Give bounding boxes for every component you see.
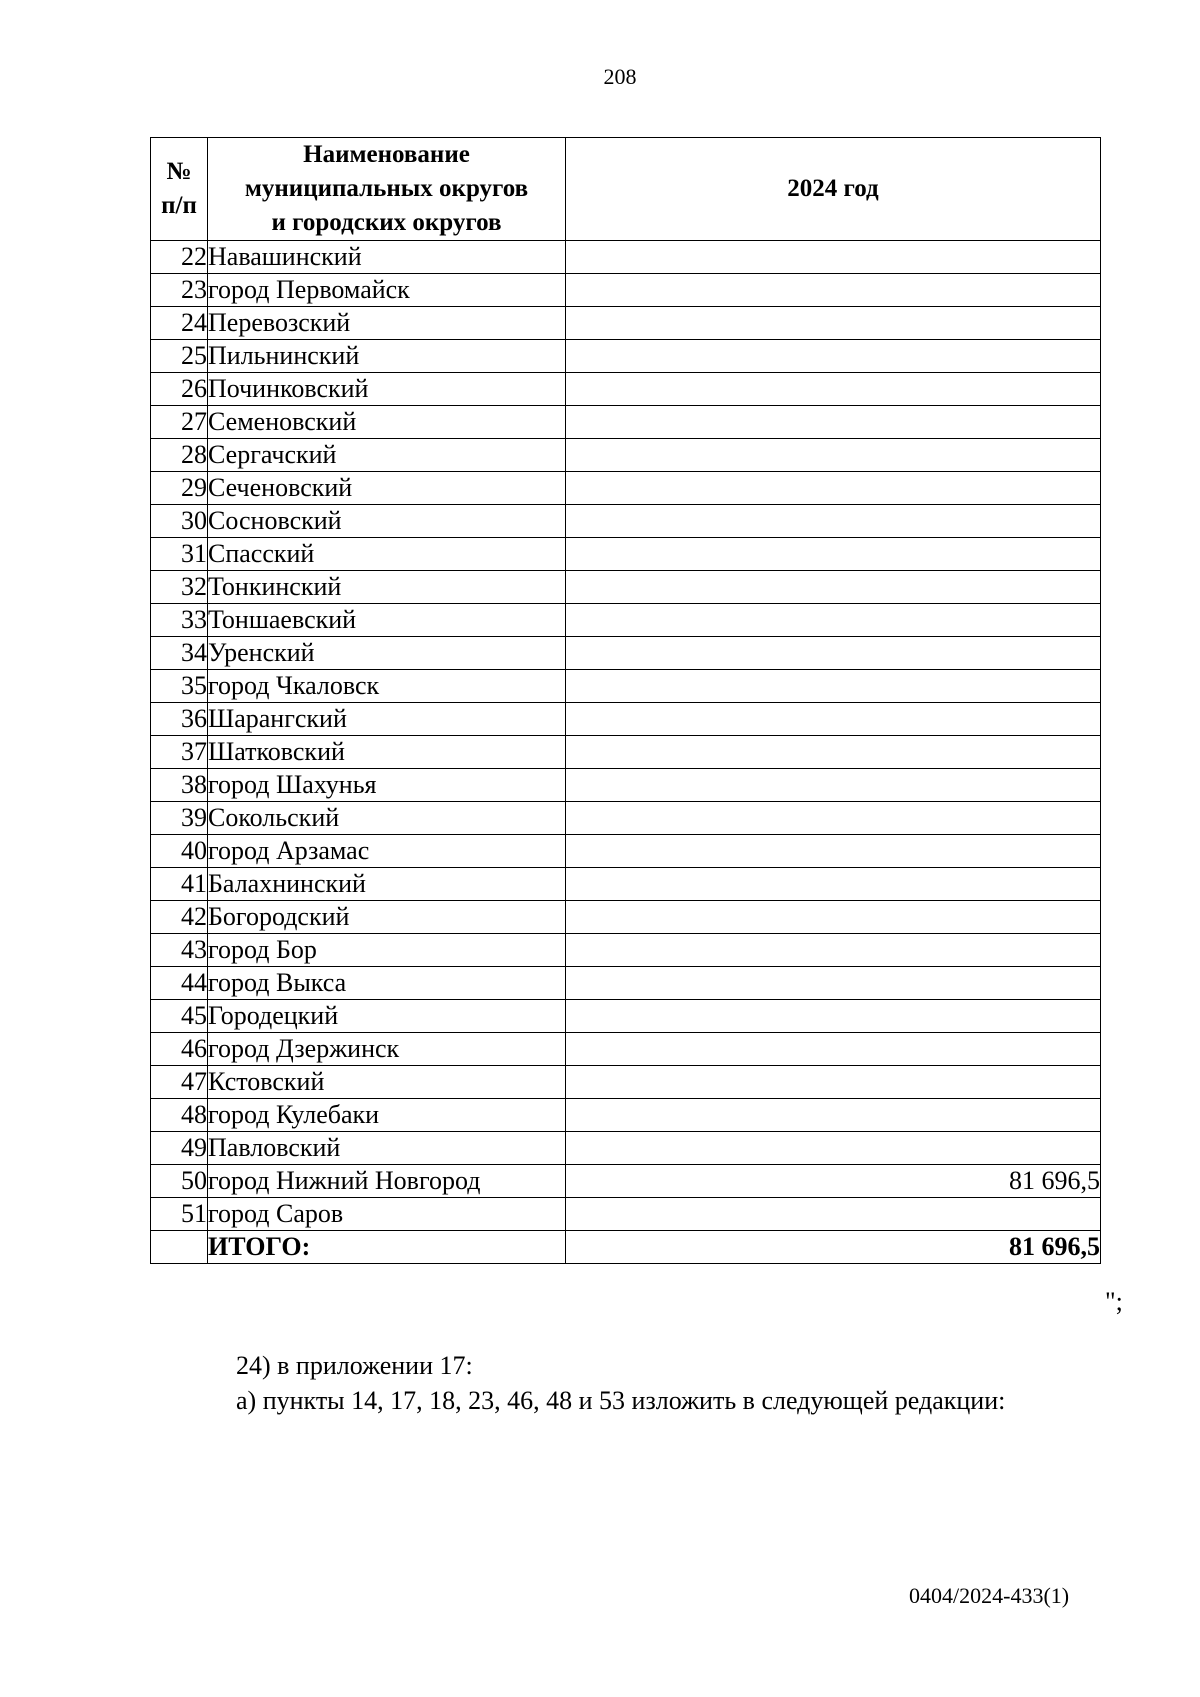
row-district-name: город Саров	[208, 1198, 566, 1231]
row-value: 81 696,5	[566, 1165, 1101, 1198]
row-number: 50	[151, 1165, 208, 1198]
header-number	[151, 138, 208, 241]
row-value	[566, 1000, 1101, 1033]
row-value	[566, 868, 1101, 901]
row-value	[566, 571, 1101, 604]
row-number: 23	[151, 274, 208, 307]
row-value	[566, 274, 1101, 307]
row-district-name: Балахнинский	[208, 868, 566, 901]
row-value	[566, 967, 1101, 1000]
row-district-name: Тонкинский	[208, 571, 566, 604]
table-row	[151, 1198, 1101, 1231]
row-value	[566, 1132, 1101, 1165]
row-district-name: Починковский	[208, 373, 566, 406]
row-value	[566, 373, 1101, 406]
row-value	[566, 340, 1101, 373]
row-value	[566, 1198, 1101, 1231]
row-value	[566, 769, 1101, 802]
row-district-name: город Бор	[208, 934, 566, 967]
distribution-table	[150, 137, 1101, 1264]
row-value	[566, 835, 1101, 868]
table-row	[151, 373, 1101, 406]
table-row	[151, 604, 1101, 637]
header-number-line-1: №	[166, 158, 192, 185]
header-name-line-1: Наименование	[303, 141, 470, 168]
header-name-line-2: муниципальных округов	[244, 175, 529, 202]
table-row	[151, 1000, 1101, 1033]
row-value	[566, 241, 1101, 274]
closing-quote-mark: ";	[1105, 1287, 1123, 1316]
row-number: 30	[151, 505, 208, 538]
row-value	[566, 472, 1101, 505]
page-number: 208	[603, 64, 637, 89]
row-number: 47	[151, 1066, 208, 1099]
row-value	[566, 538, 1101, 571]
row-value	[566, 439, 1101, 472]
row-number: 28	[151, 439, 208, 472]
row-value	[566, 802, 1101, 835]
table-row	[151, 1066, 1101, 1099]
row-district-name: Навашинский	[208, 241, 566, 274]
row-district-name: Богородский	[208, 901, 566, 934]
table-row	[151, 505, 1101, 538]
table-row	[151, 637, 1101, 670]
row-number: 37	[151, 736, 208, 769]
row-value	[566, 1033, 1101, 1066]
row-number: 36	[151, 703, 208, 736]
table-row	[151, 1033, 1101, 1066]
paragraph-appendix-17: 24) в приложении 17:	[236, 1351, 473, 1380]
row-number: 27	[151, 406, 208, 439]
row-district-name: Сосновский	[208, 505, 566, 538]
row-number: 40	[151, 835, 208, 868]
row-number: 26	[151, 373, 208, 406]
table-row	[151, 1165, 1101, 1198]
table-row	[151, 802, 1101, 835]
table-body	[151, 241, 1101, 1264]
table-row	[151, 307, 1101, 340]
row-value	[566, 307, 1101, 340]
table-row	[151, 670, 1101, 703]
header-number-line-2: п/п	[161, 192, 197, 219]
row-district-name: Кстовский	[208, 1066, 566, 1099]
document-code: 0404/2024-433(1)	[909, 1583, 1070, 1608]
table-row	[151, 967, 1101, 1000]
row-value	[566, 703, 1101, 736]
row-number: 31	[151, 538, 208, 571]
row-district-name: Павловский	[208, 1132, 566, 1165]
row-number: 45	[151, 1000, 208, 1033]
table-row	[151, 241, 1101, 274]
table-row	[151, 571, 1101, 604]
row-number: 43	[151, 934, 208, 967]
row-value	[566, 670, 1101, 703]
row-number: 29	[151, 472, 208, 505]
row-number: 35	[151, 670, 208, 703]
row-value	[566, 736, 1101, 769]
header-name-line-3: и городских округов	[271, 209, 502, 236]
row-district-name: Сеченовский	[208, 472, 566, 505]
table-row	[151, 934, 1101, 967]
row-district-name: город Первомайск	[208, 274, 566, 307]
total-value: 81 696,5	[566, 1231, 1101, 1264]
row-number: 46	[151, 1033, 208, 1066]
row-district-name: Семеновский	[208, 406, 566, 439]
row-number: 32	[151, 571, 208, 604]
row-value	[566, 934, 1101, 967]
row-district-name: город Чкаловск	[208, 670, 566, 703]
row-value	[566, 1066, 1101, 1099]
table-row	[151, 274, 1101, 307]
row-number: 44	[151, 967, 208, 1000]
row-number: 38	[151, 769, 208, 802]
row-district-name: Городецкий	[208, 1000, 566, 1033]
row-number: 39	[151, 802, 208, 835]
row-value	[566, 406, 1101, 439]
row-value	[566, 1099, 1101, 1132]
paragraph-items-edit: а) пункты 14, 17, 18, 23, 46, 48 и 53 изложить в следующей редакции:	[236, 1386, 1006, 1415]
table-row	[151, 406, 1101, 439]
table-row	[151, 769, 1101, 802]
row-number: 48	[151, 1099, 208, 1132]
table-row	[151, 538, 1101, 571]
row-number: 51	[151, 1198, 208, 1231]
row-district-name: город Шахунья	[208, 769, 566, 802]
row-number: 41	[151, 868, 208, 901]
row-district-name: город Арзамас	[208, 835, 566, 868]
row-number: 42	[151, 901, 208, 934]
row-number: 33	[151, 604, 208, 637]
row-number: 22	[151, 241, 208, 274]
table-row	[151, 340, 1101, 373]
total-row	[151, 1231, 1101, 1264]
table-row	[151, 1099, 1101, 1132]
row-district-name: Перевозский	[208, 307, 566, 340]
row-district-name: Спасский	[208, 538, 566, 571]
table-header-row	[151, 138, 1101, 241]
row-value	[566, 901, 1101, 934]
table-row	[151, 901, 1101, 934]
table-row	[151, 868, 1101, 901]
table-row	[151, 703, 1101, 736]
row-value	[566, 637, 1101, 670]
row-district-name: город Кулебаки	[208, 1099, 566, 1132]
row-district-name: город Дзержинск	[208, 1033, 566, 1066]
row-district-name: Уренский	[208, 637, 566, 670]
row-district-name: Шарангский	[208, 703, 566, 736]
table-row	[151, 736, 1101, 769]
row-number: 25	[151, 340, 208, 373]
row-district-name: город Нижний Новгород	[208, 1165, 566, 1198]
header-name	[208, 138, 566, 241]
table-row	[151, 439, 1101, 472]
table-row	[151, 835, 1101, 868]
row-district-name: Пильнинский	[208, 340, 566, 373]
total-label: ИТОГО:	[208, 1231, 566, 1264]
row-district-name: Тоншаевский	[208, 604, 566, 637]
row-number: 49	[151, 1132, 208, 1165]
row-district-name: Сокольский	[208, 802, 566, 835]
row-district-name: Шатковский	[208, 736, 566, 769]
row-district-name: Сергачский	[208, 439, 566, 472]
table-row	[151, 1132, 1101, 1165]
row-value	[566, 604, 1101, 637]
table-row	[151, 472, 1101, 505]
row-number: 34	[151, 637, 208, 670]
row-value	[566, 505, 1101, 538]
total-number-cell	[151, 1231, 208, 1264]
row-number: 24	[151, 307, 208, 340]
row-district-name: город Выкса	[208, 967, 566, 1000]
header-year: 2024 год	[566, 138, 1101, 241]
